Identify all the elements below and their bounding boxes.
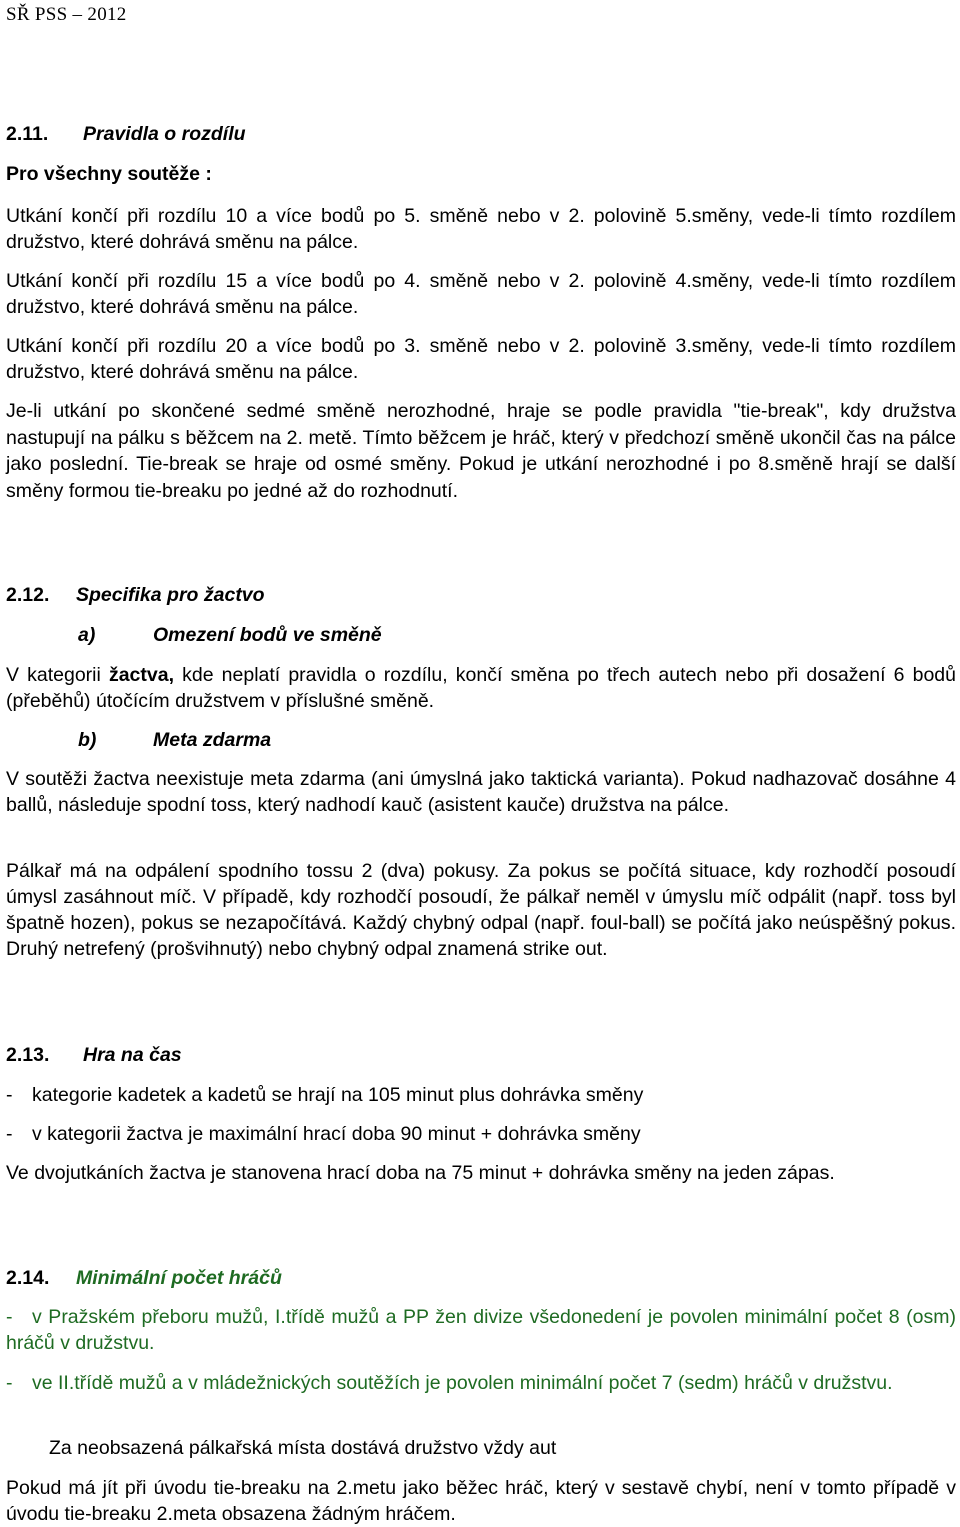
tie-break-missing-player-paragraph: Pokud má jít při úvodu tie-breaku na 2.metu jako běžec hráč, který v sestavě chybí, není v tomto případě v úvodu tie-breaku 2.meta obsazena žádným hráčem. [6, 1477, 956, 1525]
batter-attempts-paragraph: Pálkař má na odpálení spodního tossu 2 (dva) pokusy. Za pokus se počítá situace, kdy rozhodčí posoudí úmysl zasáhnout míč. V případě, kdy rozhodčí posoudí, že pálkař neměl v úmyslu míč odpálit (např. toss byl špatně hozen), pokus se nezapočítává. Každý chybný odpal (např. foul-ball) se počítá jako neúspěšný pokus. Druhý netrefený (prošvihnutý) nebo chybný odpal znamená strike out. [6, 860, 956, 960]
list-dash: - [6, 1084, 13, 1106]
points-limit-paragraph: V kategorii žactva, kde neplatí pravidla o rozdílu, končí směna po třech autech nebo při dosažení 6 bodů (přeběhů) útočícím družstvem v příslušné směně. [6, 664, 956, 712]
subsection-title: Meta zdarma [153, 729, 272, 751]
rule-20-points-paragraph: Utkání končí při rozdílu 20 a více bodů po 3. směně nebo v 2. polovině 3.směny, vede-li tímto rozdílem družstvo, které dohrává směnu na pálce. [6, 335, 956, 383]
section-number: 2.14. [6, 1267, 50, 1289]
list-item: - kategorie kadetek a kadetů se hrají na 105 minut plus dohrávka směny [6, 1084, 644, 1106]
double-match-paragraph: Ve dvojutkáních žactva je stanovena hrací doba na 75 minut + dohrávka směny na jeden zápas. [6, 1162, 835, 1184]
free-base-paragraph: V soutěži žactva neexistuje meta zdarma (ani úmyslná jako taktická varianta). Pokud nadhazovač dosáhne 4 ballů, následuje spodní toss, který nadhodí kauč (asistent kauče) družstva na pálce. [6, 768, 956, 816]
section-2-11-heading [6, 121, 956, 147]
bold-term: žactva, [108, 664, 174, 686]
list-dash: - [6, 1123, 13, 1145]
section-title: Specifika pro žactvo [76, 584, 265, 606]
tie-break-paragraph: Je-li utkání po skončené sedmé směně nerozhodné, hraje se podle pravidla "tie-break", kdy družstva nastupují na pálku s běžcem na 2. metě. Tímto běžcem je hráč, který v předchozí směně ukončil čas na pálce jako poslední. Tie-break se hraje od osmé směny. Pokud je utkání nerozhodné i po 8.směně hrají se další směny formou tie-breaku po jedné až do rozhodnutí. [6, 400, 956, 502]
subsection-title: Omezení bodů ve směně [153, 624, 382, 646]
list-item: - v kategorii žactva je maximální hrací doba 90 minut + dohrávka směny [6, 1123, 641, 1145]
rule-15-points-paragraph: Utkání končí při rozdílu 15 a více bodů po 4. směně nebo v 2. polovině 4.směny, vede-li tímto rozdílem družstvo, které dohrává směnu na pálce. [6, 270, 956, 318]
subsection-a-heading [6, 622, 960, 648]
subsection-b-heading [6, 727, 960, 753]
page-header: SŘ PSS – 2012 [6, 4, 127, 25]
section-title: Hra na čas [83, 1044, 182, 1066]
section-2-14-heading [6, 1265, 956, 1291]
section-2-11-subheading: Pro všechny soutěže : [6, 163, 212, 185]
section-number: 2.12. [6, 584, 50, 606]
empty-batting-spots-paragraph: Za neobsazená pálkařská místa dostává družstvo vždy aut [49, 1437, 557, 1459]
list-dash: - [6, 1372, 13, 1394]
section-number: 2.13. [6, 1044, 50, 1066]
section-title: Minimální počet hráčů [76, 1267, 282, 1289]
subsection-letter: b) [78, 729, 97, 751]
min-players-7-paragraph: - ve II.třídě mužů a v mládežnických soutěžích je povolen minimální počet 7 (sedm) hráčů v družstvu. [6, 1372, 893, 1394]
section-2-13-heading [6, 1042, 956, 1068]
section-number: 2.11. [6, 123, 49, 145]
section-title: Pravidla o rozdílu [83, 123, 246, 145]
rule-10-points-paragraph: Utkání končí při rozdílu 10 a více bodů po 5. směně nebo v 2. polovině 5.směny, vede-li tímto rozdílem družstvo, které dohrává směnu na pálce. [6, 205, 956, 253]
min-players-8-paragraph: - v Pražském přeboru mužů, I.třídě mužů a PP žen divize všedonedení je povolen minimální počet 8 (osm) hráčů v družstvu. [6, 1306, 956, 1354]
subsection-letter: a) [78, 624, 96, 646]
list-dash: - [6, 1306, 13, 1328]
section-2-12-heading [6, 582, 956, 608]
